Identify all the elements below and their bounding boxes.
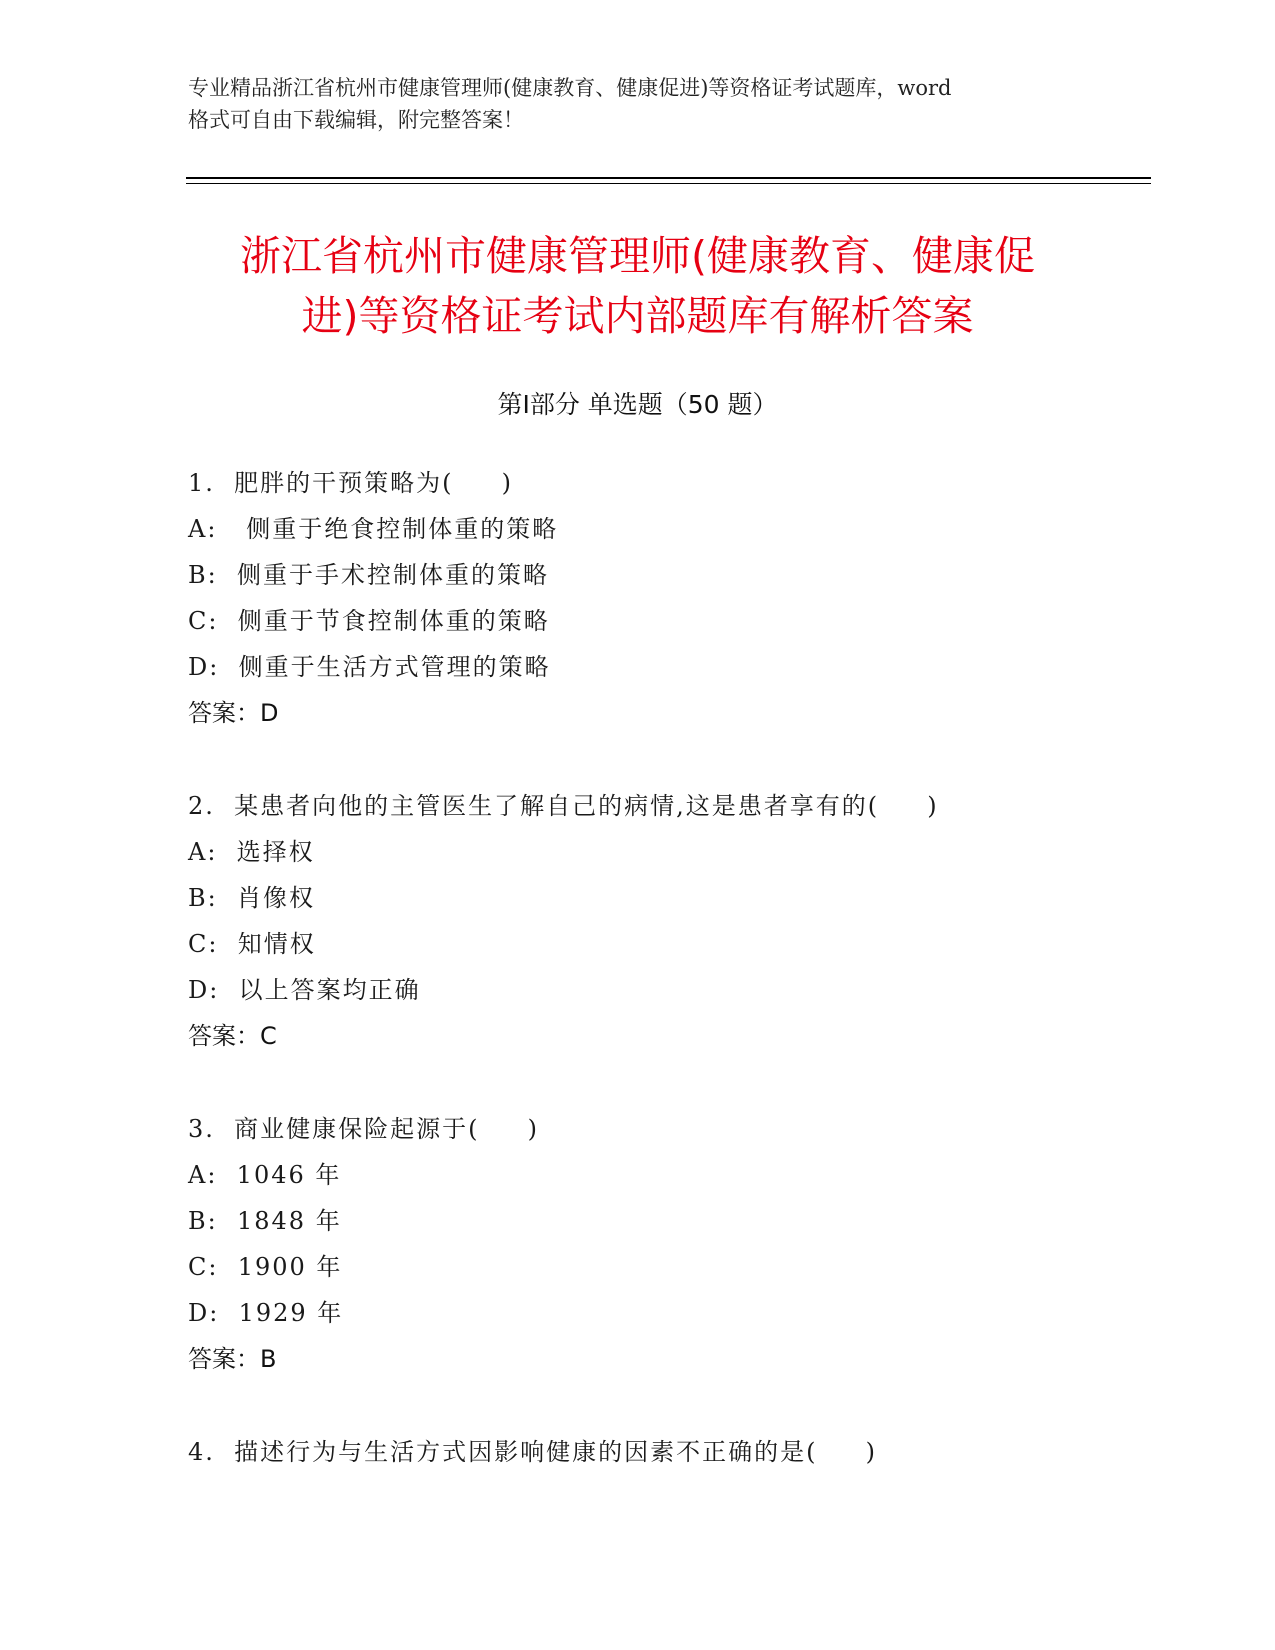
document-title-line-1: 浙江省杭州市健康管理师(健康教育、健康促 xyxy=(240,232,1035,280)
question-stem: 1. 肥胖的干预策略为( ) xyxy=(188,469,514,497)
option-b: B: 侧重于手术控制体重的策略 xyxy=(188,561,549,589)
option-c: C: 知情权 xyxy=(188,930,316,958)
header-note xyxy=(188,72,1088,136)
question-3 xyxy=(188,1106,1108,1382)
option-d: D: 1929 年 xyxy=(188,1299,344,1327)
option-a: A: 选择权 xyxy=(188,838,315,866)
question-2 xyxy=(188,783,1108,1059)
answer: 答案：C xyxy=(188,1022,277,1050)
header-note-line-2: 格式可自由下载编辑，附完整答案！ xyxy=(188,108,524,132)
question-stem: 4. 描述行为与生活方式因影响健康的因素不正确的是( ) xyxy=(188,1438,878,1466)
option-d: D: 以上答案均正确 xyxy=(188,976,421,1004)
header-divider-thick xyxy=(186,177,1151,179)
option-a: A: 侧重于绝食控制体重的策略 xyxy=(188,515,559,543)
question-1 xyxy=(188,460,1108,736)
option-b: B: 1848 年 xyxy=(188,1207,342,1235)
option-b: B: 肖像权 xyxy=(188,884,315,912)
answer: 答案：D xyxy=(188,699,279,727)
question-stem: 2. 某患者向他的主管医生了解自己的病情,这是患者享有的( ) xyxy=(188,792,939,820)
answer: 答案：B xyxy=(188,1345,277,1373)
header-note-line-1: 专业精品浙江省杭州市健康管理师(健康教育、健康促进)等资格证考试题库，word xyxy=(188,76,952,100)
option-c: C: 侧重于节食控制体重的策略 xyxy=(188,607,550,635)
question-4 xyxy=(188,1429,1108,1475)
document-title-line-2: 进)等资格证考试内部题库有解析答案 xyxy=(301,292,974,340)
section-title: 第Ⅰ部分 单选题（50 题） xyxy=(497,390,778,419)
document-title xyxy=(150,226,1125,346)
option-d: D: 侧重于生活方式管理的策略 xyxy=(188,653,551,681)
option-c: C: 1900 年 xyxy=(188,1253,343,1281)
header-divider-thin xyxy=(186,183,1151,184)
option-a: A: 1046 年 xyxy=(188,1161,342,1189)
question-stem: 3. 商业健康保险起源于( ) xyxy=(188,1115,540,1143)
